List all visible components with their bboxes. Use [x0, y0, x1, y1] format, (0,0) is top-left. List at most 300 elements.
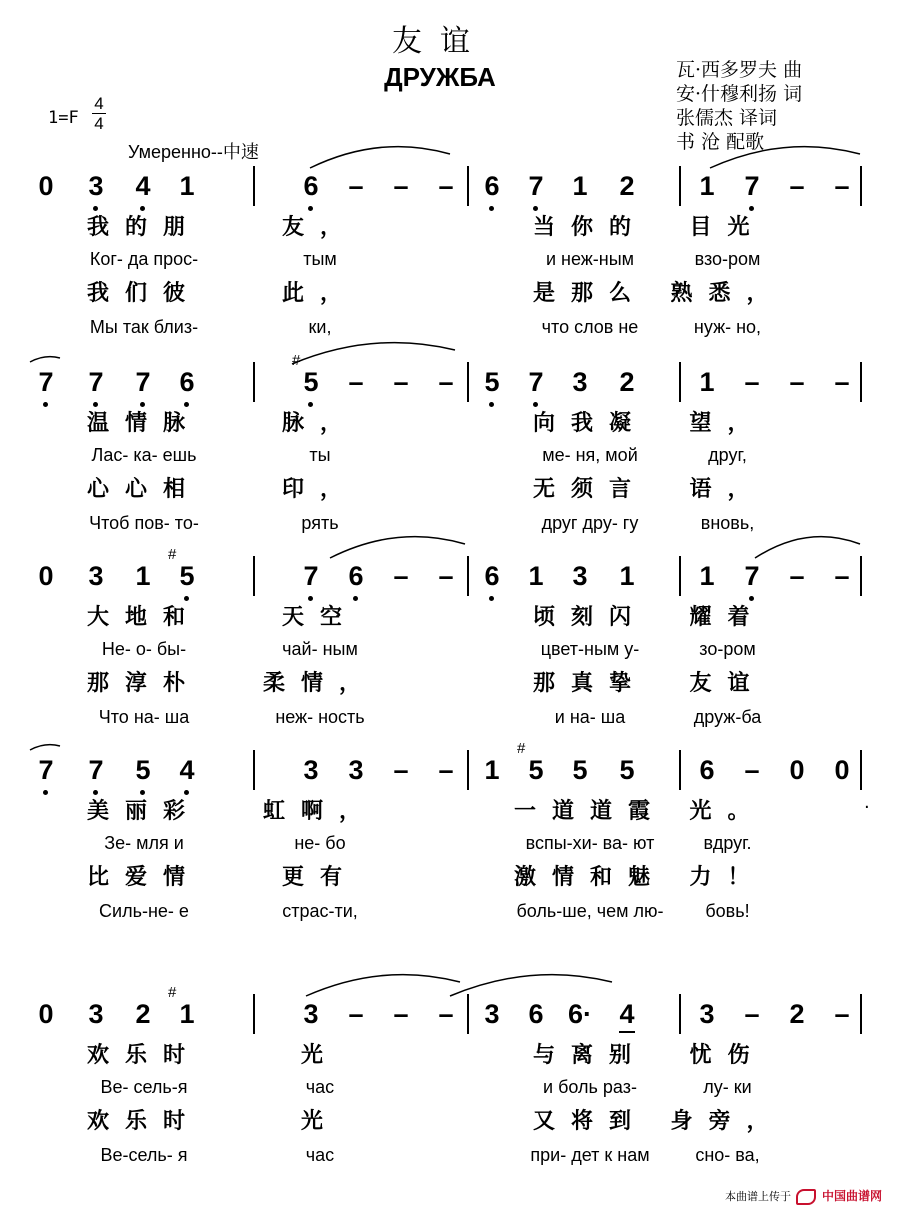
lyric-cell: вдруг. [703, 833, 752, 853]
note [829, 362, 855, 402]
lyric-cell: 目光 [689, 214, 766, 240]
note-digit: 3 [88, 171, 104, 201]
note-digit: – [789, 171, 805, 201]
note-digit: 6 [348, 561, 364, 591]
note [168, 984, 200, 1034]
lyric-cell: 那真挚 [532, 670, 647, 696]
sharp-accidental: # [517, 740, 526, 757]
time-signature-top: 4 [94, 94, 104, 113]
lyric-cell: 脉， [281, 410, 358, 436]
lyric-cell: не- бо [294, 833, 346, 853]
lyric-cell: чай- ным [282, 639, 358, 659]
slur-arc [30, 357, 60, 362]
lyric-cell: 友， [281, 214, 358, 240]
bar-line [467, 362, 469, 402]
octave-dot-below [93, 790, 98, 795]
note [523, 556, 549, 596]
note [614, 556, 640, 596]
note-digit: 3 [348, 755, 364, 785]
lyric-cell: 我的朋 [86, 214, 201, 240]
bar-line [253, 750, 255, 790]
note [567, 166, 593, 206]
note-digit: 1 [572, 171, 588, 201]
note [83, 750, 109, 790]
lyric-line-russian [0, 1072, 900, 1102]
note [523, 166, 549, 206]
note-digit: 0 [834, 755, 850, 785]
note [343, 166, 369, 206]
lyric-cell: 望， [689, 410, 766, 436]
slur-arc [330, 537, 465, 558]
note [829, 994, 855, 1034]
note [33, 362, 59, 402]
note-digit: – [393, 755, 409, 785]
lyric-cell: 熟悉， [670, 280, 785, 306]
octave-dot-below [749, 206, 754, 211]
note [83, 556, 109, 596]
note [33, 166, 59, 206]
note-digit: 1 [528, 561, 544, 591]
lyric-cell: сно- ва, [695, 1145, 760, 1165]
note [343, 556, 369, 596]
lyric-cell: что слов не [541, 317, 639, 337]
note [298, 166, 324, 206]
note [83, 362, 109, 402]
note [567, 994, 593, 1034]
note-digit: 6 [699, 755, 715, 785]
lyric-cell: 顷刻闪 [532, 604, 647, 630]
lyric-cell: Зе- мля и [104, 833, 184, 853]
lyric-cell: 心心相 [86, 476, 201, 502]
note [298, 994, 324, 1034]
octave-dot-below [489, 596, 494, 601]
note-digit: 6· [567, 999, 592, 1029]
note-row [0, 166, 900, 206]
lyric-cell: 向我凝 [532, 410, 647, 436]
note [694, 994, 720, 1034]
lyric-cell: 欢乐时 [86, 1108, 201, 1134]
key-signature: 1=F [48, 108, 79, 128]
note [829, 750, 855, 790]
note-digit: – [393, 999, 409, 1029]
note-digit: – [393, 367, 409, 397]
slur-arc [292, 343, 455, 364]
lyric-cell: Ве- сель-я [100, 1077, 188, 1097]
credit-lyricist: 安·什穆利扬 词 [676, 83, 803, 105]
note-digit: 1 [484, 755, 500, 785]
note-digit: – [438, 561, 454, 591]
sharp-accidental: # [168, 984, 177, 1001]
time-signature-bottom: 4 [94, 114, 104, 133]
lyric-line-chinese [0, 602, 900, 632]
lyric-cell: бовь! [705, 901, 750, 921]
lyric-line-russian [0, 440, 900, 470]
octave-dot-below [533, 402, 538, 407]
note [433, 556, 459, 596]
slur-layer [0, 132, 900, 172]
lyric-line-chinese [0, 212, 900, 242]
note-digit: – [348, 367, 364, 397]
note [298, 556, 324, 596]
lyric-cell: Мы так близ- [89, 317, 199, 337]
note-digit: 3 [699, 999, 715, 1029]
lyric-cell: друж-ба [693, 707, 762, 727]
octave-dot-below [93, 402, 98, 407]
lyric-cell: и неж-ным [545, 249, 635, 269]
lyric-cell: 无须言 [532, 476, 647, 502]
octave-dot-below [184, 402, 189, 407]
note-row [0, 740, 900, 790]
lyric-cell: Не- о- бы- [101, 639, 187, 659]
note [694, 362, 720, 402]
lyric-line-chinese [0, 862, 900, 892]
note [829, 166, 855, 206]
note-digit: 7 [88, 755, 104, 785]
note [388, 750, 414, 790]
tempo-marking: Умеренно--中速 [128, 142, 259, 162]
bar-line [679, 556, 681, 596]
octave-dot-below [140, 790, 145, 795]
lyric-cell: 我们彼 [86, 280, 201, 306]
slur-arc [310, 147, 450, 168]
note-digit: 1 [179, 171, 195, 201]
note-digit: 0 [38, 561, 54, 591]
note [298, 750, 324, 790]
note [433, 994, 459, 1034]
note-digit: 4 [179, 755, 195, 785]
lyric-cell: 与离别 [532, 1042, 647, 1068]
note [343, 994, 369, 1034]
slur-layer [0, 716, 900, 756]
note [784, 556, 810, 596]
note [739, 750, 765, 790]
lyric-cell: 美丽彩 [86, 798, 201, 824]
note-digit: 6 [528, 999, 544, 1029]
note [479, 166, 505, 206]
lyric-cell: 友谊 [689, 670, 766, 696]
lyric-cell: Чтоб пов- то- [89, 513, 199, 533]
note-digit: 5 [572, 755, 588, 785]
note-digit: 1 [619, 561, 635, 591]
note [614, 166, 640, 206]
lyric-cell: страс-ти, [282, 901, 358, 921]
note [517, 740, 549, 790]
note-digit: 1 [135, 561, 151, 591]
lyric-cell: ме- ня, мой [542, 445, 638, 465]
note [388, 556, 414, 596]
lyric-cell: 当你的 [532, 214, 647, 240]
note [614, 994, 640, 1034]
octave-dot-below [308, 402, 313, 407]
note [784, 166, 810, 206]
note-digit: 2 [619, 367, 635, 397]
note-digit: 6 [484, 561, 500, 591]
lyric-cell: 温情脉 [86, 410, 201, 436]
note-row [0, 984, 900, 1034]
note-digit: 4 [135, 171, 151, 201]
lyric-cell: 激情和魅 [513, 864, 666, 890]
bar-line [860, 556, 862, 596]
note-digit: – [348, 999, 364, 1029]
bar-line [467, 556, 469, 596]
lyric-cell: 光 [300, 1042, 339, 1068]
note-digit: 1 [179, 999, 195, 1029]
sharp-accidental: # [292, 352, 301, 369]
lyric-cell: рять [301, 513, 339, 533]
lyric-line-chinese [0, 1106, 900, 1136]
note [739, 994, 765, 1034]
lyric-cell: 耀着 [689, 604, 766, 630]
lyric-cell: Силь-не- е [99, 901, 189, 921]
lyric-cell: 天空 [281, 604, 358, 630]
note-digit: 3 [88, 999, 104, 1029]
bar-line [467, 750, 469, 790]
slur-arc [710, 147, 860, 168]
note-digit: 1 [699, 561, 715, 591]
lyric-cell: 身旁， [670, 1108, 785, 1134]
note-digit: – [744, 999, 760, 1029]
note-digit: 3 [484, 999, 500, 1029]
lyric-line-chinese [0, 474, 900, 504]
note [433, 362, 459, 402]
octave-dot-below [489, 206, 494, 211]
note-digit: 5 [303, 367, 319, 397]
note-digit: 4 [619, 999, 635, 1029]
credit-arranger: 书 沧 配歌 [676, 131, 765, 153]
octave-dot-below [93, 206, 98, 211]
octave-dot-below [308, 206, 313, 211]
note-digit: 0 [38, 171, 54, 201]
lyric-cell: 更有 [281, 864, 358, 890]
lyric-line-chinese [0, 796, 900, 826]
octave-dot-below [140, 402, 145, 407]
note [33, 556, 59, 596]
note [388, 994, 414, 1034]
note-digit: 3 [572, 561, 588, 591]
bar-line [860, 166, 862, 206]
note-digit: 5 [528, 755, 544, 785]
footer-watermark [725, 1187, 882, 1205]
note [829, 556, 855, 596]
note-digit: – [744, 755, 760, 785]
bar-line [679, 362, 681, 402]
lyric-cell: ки, [308, 317, 332, 337]
note [168, 546, 200, 596]
note-digit: 7 [303, 561, 319, 591]
note [174, 750, 200, 790]
credit-composer: 瓦·西多罗夫 曲 [676, 59, 803, 81]
note [523, 994, 549, 1034]
lyric-cell: час [305, 1077, 335, 1097]
bar-line [860, 994, 862, 1034]
lyric-cell: 忧伤 [689, 1042, 766, 1068]
lyric-cell: друг, [708, 445, 747, 465]
slur-arc [30, 745, 60, 750]
bar-line [467, 994, 469, 1034]
lyric-line-chinese [0, 1040, 900, 1070]
note-digit: 6 [484, 171, 500, 201]
lyric-cell: тым [303, 249, 337, 269]
note [388, 362, 414, 402]
note-digit: – [834, 561, 850, 591]
note [479, 556, 505, 596]
note [567, 556, 593, 596]
bar-line [253, 994, 255, 1034]
note [33, 994, 59, 1034]
note-digit: 7 [528, 367, 544, 397]
note [694, 556, 720, 596]
lyric-line-russian [0, 828, 900, 858]
note-digit: 3 [572, 367, 588, 397]
note [174, 166, 200, 206]
lyric-cell: Ког- да прос- [89, 249, 199, 269]
slur-layer [0, 328, 900, 368]
note-digit: 6 [303, 171, 319, 201]
lyric-cell: зо-ром [699, 639, 756, 659]
note-digit: 6 [179, 367, 195, 397]
note [130, 750, 156, 790]
sharp-accidental: # [168, 546, 177, 563]
lyric-cell: 比爱情 [86, 864, 201, 890]
note [83, 166, 109, 206]
lyric-cell: 欢乐时 [86, 1042, 201, 1068]
octave-dot-below [184, 790, 189, 795]
note-digit: 1 [699, 367, 715, 397]
lyric-cell: взо-ром [694, 249, 761, 269]
note-digit: – [744, 367, 760, 397]
note [614, 362, 640, 402]
octave-dot-below [140, 206, 145, 211]
lyric-cell: 语， [689, 476, 766, 502]
note [784, 750, 810, 790]
note [433, 166, 459, 206]
lyric-cell: и боль раз- [543, 1077, 637, 1097]
slur-layer [0, 960, 900, 1000]
staff-system-5 [0, 984, 900, 1184]
note [694, 166, 720, 206]
note-digit: 2 [789, 999, 805, 1029]
note-digit: 2 [135, 999, 151, 1029]
octave-dot-below [308, 596, 313, 601]
bar-line [253, 362, 255, 402]
octave-dot-below [533, 206, 538, 211]
note [343, 362, 369, 402]
note-digit: 7 [744, 171, 760, 201]
slur-arc [450, 975, 612, 996]
note-digit: 3 [88, 561, 104, 591]
bar-line [860, 750, 862, 790]
note [130, 362, 156, 402]
note [33, 750, 59, 790]
lyric-cell: 柔情， [262, 670, 377, 696]
note-digit: – [438, 171, 454, 201]
note-digit: – [393, 561, 409, 591]
note [130, 556, 156, 596]
lyric-cell: Что на- ша [98, 707, 190, 727]
note-digit: – [834, 367, 850, 397]
note-digit: 0 [789, 755, 805, 785]
note-digit: – [789, 561, 805, 591]
note-digit: – [438, 999, 454, 1029]
bar-line [679, 166, 681, 206]
note [739, 556, 765, 596]
note [739, 166, 765, 206]
lyric-cell: 此， [281, 280, 358, 306]
song-title-russian: ДРУЖБА [384, 62, 496, 92]
lyric-cell: Лас- ка- ешь [91, 445, 197, 465]
lyric-cell: 光。 [689, 798, 766, 824]
lyric-cell: вспы-хи- ва- ют [525, 833, 655, 853]
note-digit: 7 [38, 367, 54, 397]
note-digit: 2 [619, 171, 635, 201]
lyric-cell: 力！ [689, 864, 766, 890]
octave-dot-below [353, 596, 358, 601]
note-digit: 7 [135, 367, 151, 397]
slur-arc [306, 975, 460, 996]
lyric-cell: цвет-ным у- [540, 639, 640, 659]
note [130, 994, 156, 1034]
note-digit: 0 [38, 999, 54, 1029]
octave-dot-below [43, 790, 48, 795]
note-digit: 7 [88, 367, 104, 397]
lyric-cell: час [305, 1145, 335, 1165]
song-title-chinese: 友谊 [392, 24, 488, 59]
note-digit: – [348, 171, 364, 201]
bar-line [253, 556, 255, 596]
note [292, 352, 324, 402]
lyric-line-russian [0, 896, 900, 926]
site-logo-icon [796, 1189, 816, 1205]
note-digit: – [438, 755, 454, 785]
lyric-cell: 是那么 [532, 280, 647, 306]
note-digit: 1 [699, 171, 715, 201]
slur-layer [0, 522, 900, 562]
note-digit: – [393, 171, 409, 201]
note-digit: 7 [744, 561, 760, 591]
lyric-line-chinese [0, 668, 900, 698]
note [739, 362, 765, 402]
footer-site-name: 中国曲谱网 [821, 1189, 882, 1203]
note-digit: 3 [303, 755, 319, 785]
note-row [0, 352, 900, 402]
octave-dot-below [749, 596, 754, 601]
lyric-cell: 一道道霞 [513, 798, 666, 824]
note-digit: – [438, 367, 454, 397]
note-digit: – [834, 999, 850, 1029]
note [694, 750, 720, 790]
time-signature [92, 94, 106, 133]
note [567, 750, 593, 790]
lyric-line-russian [0, 634, 900, 664]
note-digit: – [789, 367, 805, 397]
note [130, 166, 156, 206]
eighth-underline [619, 1031, 635, 1033]
note [523, 362, 549, 402]
lyric-cell: 虹啊， [262, 798, 377, 824]
lyric-cell: 大地和 [86, 604, 201, 630]
bar-line [860, 362, 862, 402]
note [479, 994, 505, 1034]
note [174, 362, 200, 402]
bar-line [467, 166, 469, 206]
note [479, 750, 505, 790]
footer-text: 本曲谱上传于 [724, 1190, 791, 1203]
lyric-cell: вновь, [700, 513, 755, 533]
slur-arc [755, 537, 860, 558]
note-digit: 7 [528, 171, 544, 201]
lyric-line-chinese [0, 278, 900, 308]
credit-translator: 张儒杰 译词 [676, 107, 778, 129]
